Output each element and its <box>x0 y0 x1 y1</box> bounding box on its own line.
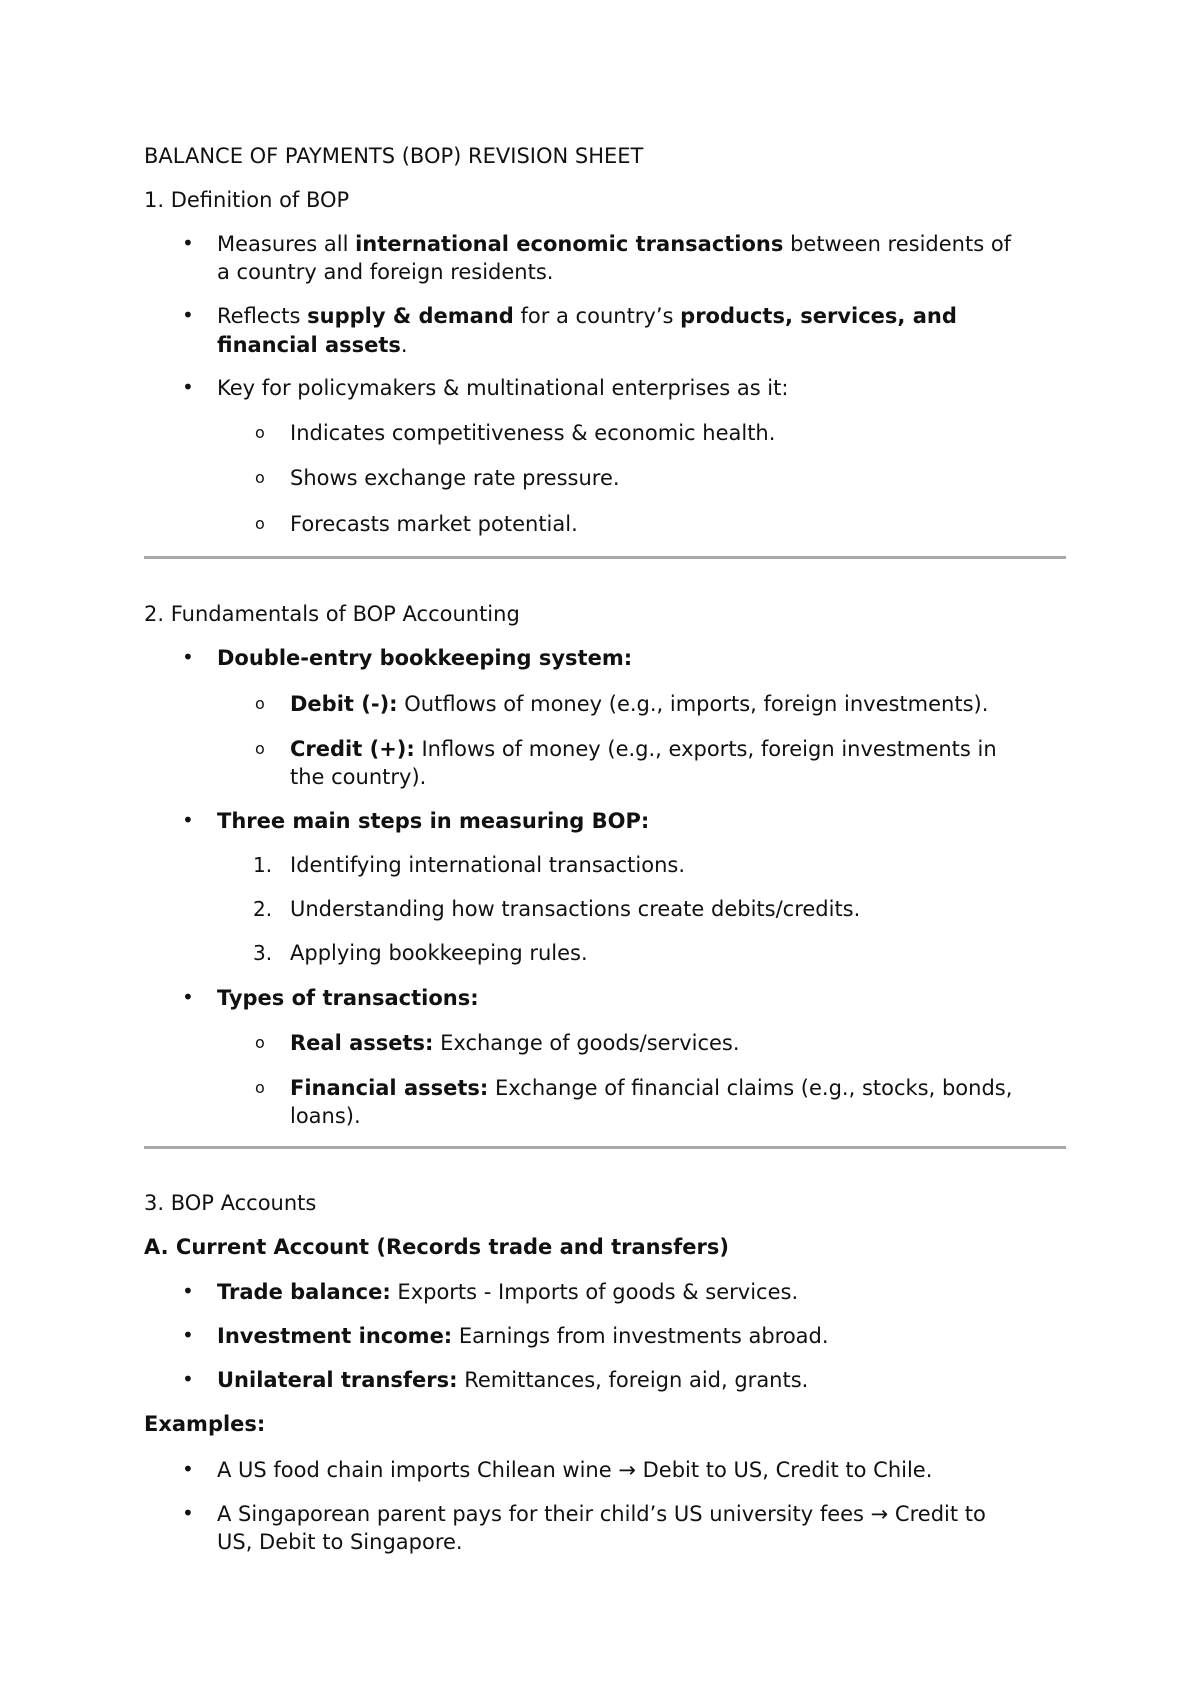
s3-item-investment-income <box>217 1322 829 1350</box>
text: Earnings from investments abroad. <box>452 1324 829 1348</box>
s2-credit-cont: the country). <box>290 765 427 789</box>
bullet-circle: o <box>255 468 265 487</box>
section-3-subheading: A. Current Account (Records trade and transfers) <box>144 1235 729 1259</box>
bullet-dot: • <box>182 808 194 832</box>
bullet-circle: o <box>255 1033 265 1052</box>
text: Inflows of money (e.g., exports, foreign investments in <box>414 737 997 761</box>
s1-bullet-2 <box>217 302 957 330</box>
bold-text: international economic transactions <box>355 232 784 256</box>
text: for a country’s <box>513 304 681 328</box>
bullet-circle: o <box>255 739 265 758</box>
bold-text: Credit (+): <box>290 737 415 761</box>
section-1-heading: 1. Definition of BOP <box>144 188 350 212</box>
s2-bullet-3: Types of transactions: <box>217 986 479 1010</box>
bullet-dot: • <box>182 985 194 1009</box>
bullet-circle: o <box>255 1078 265 1097</box>
s2-financial-assets <box>290 1074 1012 1102</box>
bullet-dot: • <box>182 1323 194 1347</box>
s2-step-1: Identifying international transactions. <box>290 853 686 877</box>
document-title: BALANCE OF PAYMENTS (BOP) REVISION SHEET <box>144 144 644 168</box>
bold-text: Trade balance: <box>217 1280 391 1304</box>
section-3-heading: 3. BOP Accounts <box>144 1191 317 1215</box>
s1-bullet-1-cont: a country and foreign residents. <box>217 260 554 284</box>
section-2-heading: 2. Fundamentals of BOP Accounting <box>144 602 520 626</box>
text: Outflows of money (e.g., imports, foreign investments). <box>397 692 989 716</box>
text: Measures all <box>217 232 356 256</box>
s3-example-2-cont: US, Debit to Singapore. <box>217 1530 463 1554</box>
bold-text: Investment income: <box>217 1324 453 1348</box>
s1-bullet-2-cont <box>217 331 408 359</box>
text: Exports - Imports of goods & services. <box>390 1280 799 1304</box>
s2-step-3: Applying bookkeeping rules. <box>290 941 588 965</box>
bold-text: Financial assets: <box>290 1076 489 1100</box>
bullet-dot: • <box>182 375 194 399</box>
bullet-dot: • <box>182 1367 194 1391</box>
section-divider <box>144 556 1066 559</box>
s3-item-unilateral-transfers <box>217 1366 808 1394</box>
bullet-dot: • <box>182 303 194 327</box>
s1-sub-3: Forecasts market potential. <box>290 512 578 536</box>
bold-text: financial assets <box>217 333 401 357</box>
bold-text: Real assets: <box>290 1031 434 1055</box>
bullet-circle: o <box>255 423 265 442</box>
s2-bullet-1: Double-entry bookkeeping system: <box>217 646 633 670</box>
text: Exchange of goods/services. <box>433 1031 740 1055</box>
text: Reflects <box>217 304 308 328</box>
bullet-dot: • <box>182 1279 194 1303</box>
bullet-dot: • <box>182 645 194 669</box>
step-number: 1. <box>253 853 273 877</box>
bold-text: products, services, and <box>680 304 957 328</box>
bold-text: Unilateral transfers: <box>217 1368 458 1392</box>
examples-label: Examples: <box>144 1412 266 1436</box>
bold-text: supply & demand <box>307 304 514 328</box>
text: Exchange of financial claims (e.g., stocks, bonds, <box>488 1076 1013 1100</box>
s2-credit <box>290 735 997 763</box>
step-number: 2. <box>253 897 273 921</box>
s2-bullet-2: Three main steps in measuring BOP: <box>217 809 650 833</box>
bullet-dot: • <box>182 231 194 255</box>
s2-real-assets <box>290 1029 740 1057</box>
s2-debit <box>290 690 988 718</box>
s2-step-2: Understanding how transactions create debits/credits. <box>290 897 861 921</box>
s2-financial-assets-cont: loans). <box>290 1104 361 1128</box>
bullet-circle: o <box>255 694 265 713</box>
text: . <box>400 333 408 357</box>
s1-bullet-3: Key for policymakers & multinational enterprises as it: <box>217 376 789 400</box>
s1-bullet-1 <box>217 230 1011 258</box>
bullet-dot: • <box>182 1501 194 1525</box>
bullet-circle: o <box>255 514 265 533</box>
text: between residents of <box>783 232 1012 256</box>
s3-example-2: A Singaporean parent pays for their child’s US university fees → Credit to <box>217 1502 986 1526</box>
bullet-dot: • <box>182 1457 194 1481</box>
bold-text: Debit (-): <box>290 692 398 716</box>
s1-sub-1: Indicates competitiveness & economic health. <box>290 421 776 445</box>
s3-example-1: A US food chain imports Chilean wine → Debit to US, Credit to Chile. <box>217 1458 933 1482</box>
step-number: 3. <box>253 941 273 965</box>
text: Remittances, foreign aid, grants. <box>457 1368 809 1392</box>
s1-sub-2: Shows exchange rate pressure. <box>290 466 620 490</box>
section-divider <box>144 1146 1066 1149</box>
s3-item-trade-balance <box>217 1278 798 1306</box>
